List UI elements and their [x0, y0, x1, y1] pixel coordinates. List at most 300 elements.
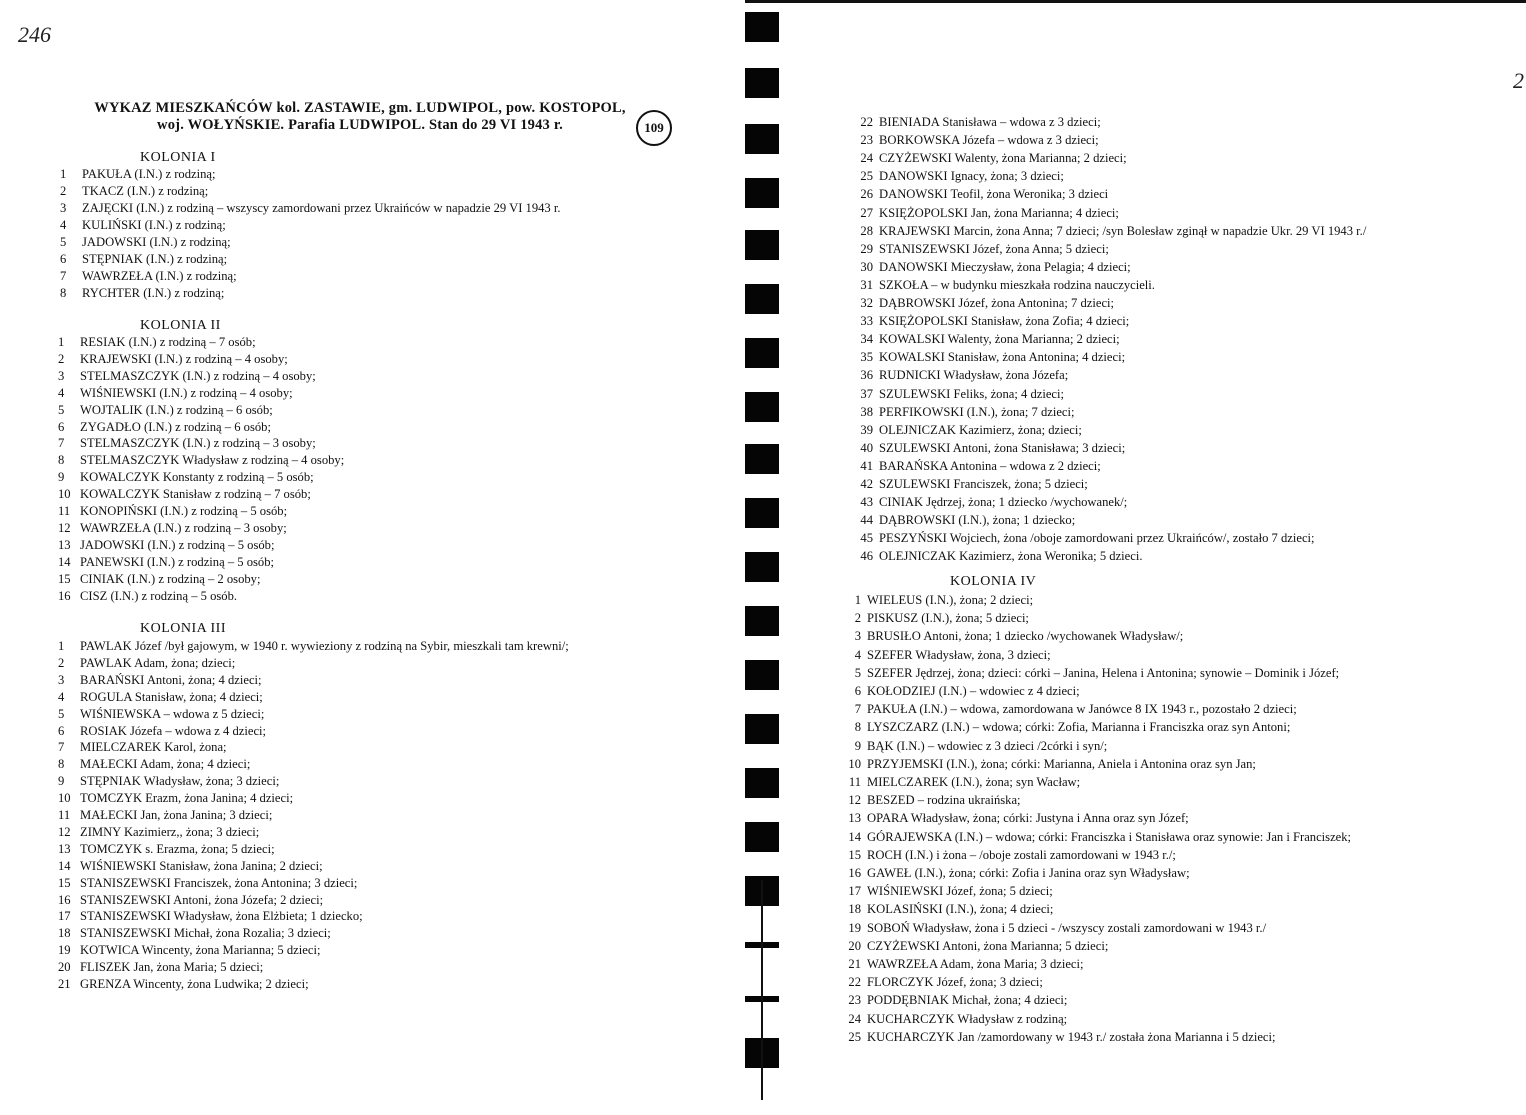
- list-item: [58, 824, 259, 841]
- list-item: [58, 773, 279, 790]
- entry-number: 13: [58, 537, 71, 552]
- list-item: [835, 592, 1033, 609]
- entry-number: 5: [58, 706, 65, 721]
- entry-number: 19: [848, 920, 861, 935]
- entry-text: BRUSIŁO Antoni, żona; 1 dziecko /wychowanek Władysław/;: [867, 629, 1184, 644]
- list-item: [58, 419, 271, 436]
- left-page: [0, 0, 740, 1115]
- entry-number: 11: [58, 504, 71, 518]
- entry-number: 8: [58, 453, 65, 468]
- entry-text: SZEFER Władysław, żona, 3 dzieci;: [867, 647, 1051, 662]
- entry-number: 23: [848, 993, 861, 1008]
- entry-text: STELMASZCZYK (I.N.) z rodziną – 4 osoby;: [80, 368, 316, 383]
- list-item: [58, 537, 274, 554]
- binding-ring: [745, 714, 779, 744]
- entry-text: STĘPNIAK Władysław, żona; 3 dzieci;: [80, 774, 280, 789]
- entry-number: 39: [860, 422, 873, 437]
- entry-text: STĘPNIAK (I.N.) z rodziną;: [82, 252, 228, 266]
- entry-number: 7: [58, 740, 65, 755]
- entry-text: ZYGADŁO (I.N.) z rodziną – 6 osób;: [80, 419, 271, 434]
- heading-kolonia-2: KOLONIA II: [140, 318, 221, 333]
- entry-text: KULIŃSKI (I.N.) z rodziną;: [82, 218, 226, 232]
- list-item: [835, 719, 1290, 736]
- list-item: [847, 512, 1075, 529]
- entry-text: KUCHARCZYK Władysław z rodziną;: [867, 1011, 1068, 1026]
- entry-number: 7: [854, 702, 861, 717]
- entry-text: GRENZA Wincenty, żona Ludwika; 2 dzieci;: [80, 977, 309, 991]
- entry-text: SZKOŁA – w budynku mieszkała rodzina nauczycieli.: [879, 277, 1155, 292]
- document-number-stamp: 109: [636, 110, 672, 146]
- entry-number: 15: [58, 571, 71, 586]
- list-item: [58, 841, 275, 858]
- list-item: [60, 268, 237, 285]
- entry-number: 8: [854, 720, 861, 735]
- entry-number: 27: [860, 205, 873, 220]
- entry-number: 38: [860, 404, 873, 419]
- entry-number: 14: [58, 554, 71, 569]
- list-item: [847, 386, 1064, 403]
- entry-text: BORKOWSKA Józefa – wdowa z 3 dzieci;: [879, 133, 1099, 148]
- list-item: [58, 554, 274, 571]
- binding-ring: [745, 284, 779, 314]
- entry-number: 24: [860, 151, 873, 166]
- entry-text: CZYŻEWSKI Antoni, żona Marianna; 5 dzieci;: [867, 938, 1109, 953]
- list-item: [60, 183, 208, 200]
- list-item: [835, 738, 1107, 755]
- entry-text: CISZ (I.N.) z rodziną – 5 osób.: [80, 588, 238, 603]
- entry-number: 2: [60, 184, 67, 198]
- binding-ring: [745, 768, 779, 798]
- list-item: [847, 277, 1155, 294]
- entry-number: 23: [860, 133, 873, 148]
- list-item: [58, 706, 264, 723]
- entry-text: MIELCZAREK Karol, żona;: [80, 740, 227, 755]
- list-item: [835, 774, 1080, 791]
- list-item: [835, 665, 1339, 682]
- list-item: [58, 402, 273, 419]
- list-item: [835, 647, 1051, 664]
- entry-number: 9: [854, 738, 861, 753]
- entry-text: STANISZEWSKI Józef, żona Anna; 5 dzieci;: [879, 241, 1109, 256]
- entry-text: WIŚNIEWSKA – wdowa z 5 dzieci;: [80, 706, 265, 721]
- entry-text: TOMCZYK s. Erazma, żona; 5 dzieci;: [80, 841, 275, 856]
- entry-text: KSIĘŻOPOLSKI Jan, żona Marianna; 4 dzieci;: [879, 205, 1119, 220]
- entry-number: 24: [848, 1011, 861, 1026]
- list-item: [58, 503, 287, 520]
- entry-text: DANOWSKI Teofil, żona Weronika; 3 dzieci: [879, 187, 1109, 202]
- entry-number: 9: [58, 470, 65, 485]
- entry-number: 7: [60, 269, 67, 283]
- list-item: [60, 234, 231, 251]
- list-item: [847, 168, 1064, 185]
- entry-text: DĄBROWSKI (I.N.), żona; 1 dziecko;: [879, 513, 1076, 528]
- entry-number: 37: [860, 386, 873, 401]
- entry-text: PERFIKOWSKI (I.N.), żona; 7 dzieci;: [879, 404, 1075, 419]
- list-item: [58, 368, 316, 385]
- list-item: [847, 458, 1101, 475]
- list-item: [58, 486, 311, 503]
- list-item: [847, 548, 1142, 565]
- entry-text: LYSZCZARZ (I.N.) – wdowa; córki: Zofia, Marianna i Franciszka oraz syn Antoni;: [867, 720, 1291, 735]
- entry-number: 13: [58, 841, 71, 856]
- list-item: [60, 166, 216, 183]
- entry-text: CZYŻEWSKI Walenty, żona Marianna; 2 dzieci;: [879, 151, 1127, 166]
- entry-text: KOWALSKI Walenty, żona Marianna; 2 dzieci;: [879, 332, 1120, 347]
- entry-text: KOWALCZYK Stanisław z rodziną – 7 osób;: [80, 487, 311, 502]
- entry-text: ZAJĘCKI (I.N.) z rodziną – wszyscy zamordowani przez Ukraińców w napadzie 29 VI 1943 r.: [82, 201, 561, 215]
- entry-text: BIENIADA Stanisława – wdowa z 3 dzieci;: [879, 115, 1101, 129]
- entry-number: 5: [58, 402, 65, 417]
- entry-number: 4: [60, 218, 67, 232]
- entry-text: CINIAK (I.N.) z rodziną – 2 osoby;: [80, 571, 261, 586]
- entry-text: KRAJEWSKI Marcin, żona Anna; 7 dzieci; /syn Bolesław zginął w napadzie Ukr. 29 VI 1943 r./: [879, 223, 1367, 238]
- entry-number: 33: [860, 314, 873, 329]
- list-item: [58, 739, 227, 756]
- list-item: [58, 689, 263, 706]
- list-item: [847, 530, 1315, 547]
- entry-text: STANISZEWSKI Antoni, żona Józefa; 2 dzieci;: [80, 892, 324, 907]
- entry-text: RYCHTER (I.N.) z rodziną;: [82, 286, 225, 300]
- entry-number: 13: [848, 811, 861, 826]
- list-item: [847, 367, 1068, 384]
- entry-text: KSIĘŻOPOLSKI Stanisław, żona Zofia; 4 dzieci;: [879, 314, 1130, 329]
- list-item: [835, 683, 1080, 700]
- entry-text: TOMCZYK Erazm, żona Janina; 4 dzieci;: [80, 791, 294, 806]
- list-item: [58, 638, 569, 655]
- entry-text: PODDĘBNIAK Michał, żona; 4 dzieci;: [867, 993, 1068, 1008]
- entry-number: 26: [860, 187, 873, 202]
- entry-number: 4: [854, 647, 861, 662]
- entry-text: JADOWSKI (I.N.) z rodziną;: [82, 235, 231, 249]
- entry-number: 15: [58, 875, 71, 890]
- entry-number: 11: [848, 775, 861, 789]
- binding-wire: [761, 880, 763, 1100]
- entry-text: KOWALSKI Stanisław, żona Antonina; 4 dzieci;: [879, 350, 1126, 365]
- title-line-2: woj. WOŁYŃSKIE. Parafia LUDWIPOL. Stan do 29 VI 1943 r.: [157, 117, 563, 133]
- entry-text: DANOWSKI Mieczysław, żona Pelagia; 4 dzieci;: [879, 259, 1131, 274]
- list-item: [58, 672, 262, 689]
- entry-text: WIŚNIEWSKI (I.N.) z rodziną – 4 osoby;: [80, 385, 293, 400]
- list-item: [847, 440, 1125, 457]
- list-item: [58, 385, 293, 402]
- entry-text: WIELEUS (I.N.), żona; 2 dzieci;: [867, 593, 1034, 607]
- entry-text: KOWALCZYK Konstanty z rodziną – 5 osób;: [80, 470, 314, 485]
- entry-number: 2: [58, 655, 65, 670]
- entry-text: ZIMNY Kazimierz,, żona; 3 dzieci;: [80, 824, 260, 839]
- entry-text: PAKUŁA (I.N.) – wdowa, zamordowana w Janówce 8 IX 1943 r., pozostało 2 dzieci;: [867, 702, 1297, 717]
- binding-ring: [745, 498, 779, 528]
- entry-text: FLISZEK Jan, żona Maria; 5 dzieci;: [80, 960, 264, 975]
- list-item: [835, 901, 1053, 918]
- entry-text: MIELCZAREK (I.N.), żona; syn Wacław;: [867, 775, 1081, 789]
- list-item: [847, 494, 1127, 511]
- list-item: [835, 992, 1067, 1009]
- list-item: [847, 422, 1082, 439]
- entry-text: WAWRZEŁA (I.N.) z rodziną;: [82, 269, 237, 283]
- entry-number: 3: [60, 201, 67, 215]
- entry-text: OLEJNICZAK Kazimierz, żona; dzieci;: [879, 422, 1082, 437]
- document-title: [60, 100, 660, 134]
- entry-number: 8: [60, 286, 67, 300]
- binding-ring: [745, 124, 779, 154]
- entry-text: KOTWICA Wincenty, żona Marianna; 5 dzieci;: [80, 943, 321, 958]
- binding-ring: [745, 178, 779, 208]
- list-item: [58, 976, 309, 993]
- entry-text: ROSIAK Józefa – wdowa z 4 dzieci;: [80, 723, 267, 738]
- list-item: [58, 875, 357, 892]
- entry-text: PANEWSKI (I.N.) z rodziną – 5 osób;: [80, 554, 275, 569]
- entry-number: 6: [60, 252, 67, 266]
- entry-number: 15: [848, 847, 861, 862]
- entry-number: 17: [58, 909, 71, 924]
- entry-text: TKACZ (I.N.) z rodziną;: [82, 184, 209, 198]
- entry-number: 19: [58, 943, 71, 958]
- entry-text: KOLASIŃSKI (I.N.), żona; 4 dzieci;: [867, 902, 1054, 917]
- entry-text: SZULEWSKI Feliks, żona; 4 dzieci;: [879, 386, 1065, 401]
- entry-number: 6: [58, 723, 65, 738]
- list-item: [58, 571, 260, 588]
- entry-number: 5: [60, 235, 67, 249]
- entry-text: SZEFER Jędrzej, żona; dzieci: córki – Janina, Helena i Antonina; synowie – Dominik i Józef;: [867, 665, 1340, 680]
- entry-number: 29: [860, 241, 873, 256]
- list-item: [58, 942, 320, 959]
- entry-text: PAWLAK Józef /był gajowym, w 1940 r. wywieziony z rodziną na Sybir, mieszkali tam krewni/;: [80, 639, 569, 653]
- entry-text: MAŁECKI Adam, żona; 4 dzieci;: [80, 757, 251, 772]
- entry-number: 4: [58, 385, 65, 400]
- binding-ring: [745, 606, 779, 636]
- entry-number: 35: [860, 350, 873, 365]
- entry-text: BĄK (I.N.) – wdowiec z 3 dzieci /2córki i syn/;: [867, 738, 1108, 753]
- list-item: [58, 858, 323, 875]
- entry-number: 1: [58, 639, 65, 653]
- entry-number: 8: [58, 757, 65, 772]
- list-item: [835, 883, 1053, 900]
- list-item: [847, 241, 1109, 258]
- list-item: [58, 892, 323, 909]
- list-item: [847, 114, 1101, 131]
- list-item: [58, 588, 237, 605]
- entry-number: 2: [58, 351, 65, 366]
- entry-text: SZULEWSKI Franciszek, żona; 5 dzieci;: [879, 477, 1088, 491]
- list-item: [60, 200, 561, 217]
- entry-text: BARAŃSKA Antonina – wdowa z 2 dzieci;: [879, 458, 1101, 473]
- list-item: [58, 351, 288, 368]
- right-page: [795, 0, 1526, 1115]
- entry-number: 5: [854, 665, 861, 680]
- list-item: [58, 520, 287, 537]
- entry-number: 6: [854, 684, 861, 698]
- entry-number: 28: [860, 223, 873, 238]
- list-item: [835, 701, 1297, 718]
- entry-number: 14: [58, 858, 71, 873]
- entry-number: 32: [860, 296, 873, 310]
- entry-text: PAKUŁA (I.N.) z rodziną;: [82, 167, 216, 181]
- entry-text: STELMASZCZYK Władysław z rodziną – 4 osoby;: [80, 453, 345, 468]
- entry-number: 40: [860, 440, 873, 455]
- entry-number: 25: [848, 1029, 861, 1044]
- entry-number: 34: [860, 332, 873, 347]
- entry-number: 20: [58, 960, 71, 975]
- entry-number: 3: [58, 672, 65, 687]
- entry-text: OPARA Władysław, żona; córki: Justyna i Anna oraz syn Józef;: [867, 811, 1189, 826]
- entry-text: KONOPIŃSKI (I.N.) z rodziną – 5 osób;: [80, 504, 288, 518]
- entry-text: WOJTALIK (I.N.) z rodziną – 6 osób;: [80, 402, 273, 417]
- entry-text: BARAŃSKI Antoni, żona; 4 dzieci;: [80, 672, 262, 687]
- entry-number: 16: [848, 866, 861, 880]
- list-item: [60, 251, 227, 268]
- entry-text: WIŚNIEWSKI Józef, żona; 5 dzieci;: [867, 884, 1053, 899]
- entry-number: 10: [58, 791, 71, 806]
- list-item: [58, 469, 314, 486]
- binding-ring: [745, 660, 779, 690]
- entry-number: 1: [854, 593, 861, 607]
- list-item: [847, 223, 1366, 240]
- entry-text: SZULEWSKI Antoni, żona Stanisława; 3 dzieci;: [879, 440, 1126, 455]
- list-item: [835, 938, 1108, 955]
- list-item: [835, 974, 1043, 991]
- entry-number: 17: [848, 884, 861, 899]
- list-item: [835, 1011, 1067, 1028]
- entry-number: 16: [58, 892, 71, 907]
- entry-number: 3: [854, 629, 861, 644]
- list-item: [835, 920, 1266, 937]
- list-item: [58, 452, 344, 469]
- entry-text: JADOWSKI (I.N.) z rodziną – 5 osób;: [80, 537, 275, 552]
- entry-text: PAWLAK Adam, żona; dzieci;: [80, 655, 236, 670]
- entry-number: 2: [854, 611, 861, 626]
- entry-number: 42: [860, 477, 873, 491]
- entry-number: 12: [58, 520, 71, 535]
- list-item: [835, 810, 1189, 827]
- list-item: [847, 349, 1125, 366]
- list-item: [835, 847, 1176, 864]
- list-item: [58, 807, 272, 824]
- list-item: [835, 628, 1183, 645]
- list-item: [58, 655, 235, 672]
- list-item: [58, 756, 250, 773]
- binding-ring: [745, 822, 779, 852]
- list-item: [835, 956, 1084, 973]
- entry-text: STELMASZCZYK (I.N.) z rodziną – 3 osoby;: [80, 436, 316, 451]
- entry-number: 10: [848, 756, 861, 771]
- spiral-binding: [735, 0, 795, 1115]
- entry-number: 44: [860, 513, 873, 528]
- entry-number: 1: [60, 167, 67, 181]
- title-line-1: WYKAZ MIESZKAŃCÓW kol. ZASTAWIE, gm. LUDWIPOL, pow. KOSTOPOL,: [94, 100, 626, 116]
- binding-ring: [745, 230, 779, 260]
- entry-number: 14: [848, 829, 861, 844]
- entry-text: WAWRZEŁA (I.N.) z rodziną – 3 osoby;: [80, 520, 287, 535]
- entry-text: RESIAK (I.N.) z rodziną – 7 osób;: [80, 335, 256, 349]
- entry-number: 43: [860, 495, 873, 510]
- binding-ring: [745, 552, 779, 582]
- entry-number: 12: [848, 793, 861, 808]
- list-item: [58, 959, 263, 976]
- list-item: [58, 790, 293, 807]
- right-page-number: 2: [1513, 68, 1524, 93]
- binding-ring: [745, 12, 779, 42]
- entry-text: OLEJNICZAK Kazimierz, żona Weronika; 5 dzieci.: [879, 549, 1143, 564]
- entry-text: DĄBROWSKI Józef, żona Antonina; 7 dzieci;: [879, 296, 1115, 310]
- entry-number: 41: [860, 458, 873, 473]
- entry-number: 16: [58, 588, 71, 603]
- entry-text: STANISZEWSKI Władysław, żona Elżbieta; 1 dziecko;: [80, 909, 363, 924]
- entry-number: 21: [848, 957, 861, 971]
- binding-ring: [745, 338, 779, 368]
- entry-number: 12: [58, 824, 71, 839]
- list-item: [58, 723, 266, 740]
- list-item: [847, 295, 1114, 312]
- binding-ring: [745, 68, 779, 98]
- heading-kolonia-1: KOLONIA I: [140, 150, 216, 165]
- entry-text: FLORCZYK Józef, żona; 3 dzieci;: [867, 975, 1043, 990]
- entry-number: 3: [58, 368, 65, 383]
- entry-text: RUDNICKI Władysław, żona Józefa;: [879, 368, 1069, 383]
- heading-kolonia-4: KOLONIA IV: [950, 574, 1037, 589]
- binding-ring: [745, 392, 779, 422]
- entry-text: GAWEŁ (I.N.), żona; córki: Zofia i Janina oraz syn Władysław;: [867, 866, 1190, 880]
- list-item: [835, 792, 1021, 809]
- entry-number: 6: [58, 419, 65, 434]
- list-item: [60, 285, 224, 302]
- list-item: [58, 925, 331, 942]
- list-item: [835, 610, 1029, 627]
- list-item: [847, 313, 1129, 330]
- entry-text: PISKUSZ (I.N.), żona; 5 dzieci;: [867, 611, 1029, 626]
- list-item: [58, 908, 363, 925]
- entry-number: 10: [58, 487, 71, 502]
- entry-number: 21: [58, 977, 71, 991]
- entry-number: 30: [860, 259, 873, 274]
- page-number: 246: [18, 22, 51, 47]
- list-item: [835, 1029, 1276, 1046]
- list-item: [847, 331, 1120, 348]
- entry-text: PRZYJEMSKI (I.N.), żona; córki: Marianna, Aniela i Antonina oraz syn Jan;: [867, 756, 1256, 771]
- entry-number: 1: [58, 335, 65, 349]
- entry-number: 36: [860, 368, 873, 383]
- entry-text: STANISZEWSKI Franciszek, żona Antonina; 3 dzieci;: [80, 875, 358, 890]
- entry-text: WAWRZEŁA Adam, żona Maria; 3 dzieci;: [867, 957, 1084, 971]
- entry-text: DANOWSKI Ignacy, żona; 3 dzieci;: [879, 169, 1064, 184]
- entry-text: GÓRAJEWSKA (I.N.) – wdowa; córki: Franciszka i Stanisława oraz synowie: Jan i Franciszek;: [867, 829, 1352, 844]
- entry-number: 9: [58, 774, 65, 789]
- entry-text: PESZYŃSKI Wojciech, żona /oboje zamordowani przez Ukraińców/, zostało 7 dzieci;: [879, 531, 1315, 546]
- list-item: [847, 186, 1108, 203]
- entry-number: 7: [58, 436, 65, 451]
- entry-text: KUCHARCZYK Jan /zamordowany w 1943 r./ została żona Marianna i 5 dzieci;: [867, 1029, 1276, 1044]
- entry-number: 25: [860, 169, 873, 184]
- list-item: [847, 476, 1088, 493]
- entry-number: 22: [848, 975, 861, 990]
- entry-text: ROCH (I.N.) i żona – /oboje zostali zamordowani w 1943 r./;: [867, 847, 1176, 862]
- list-item: [58, 334, 256, 351]
- list-item: [847, 259, 1131, 276]
- entry-text: WIŚNIEWSKI Stanisław, żona Janina; 2 dzieci;: [80, 858, 323, 873]
- list-item: [847, 404, 1075, 421]
- entry-number: 18: [848, 902, 861, 917]
- entry-text: SOBOŃ Władysław, żona i 5 dzieci - /wszyscy zostali zamordowani w 1943 r./: [867, 920, 1267, 935]
- list-item: [58, 435, 316, 452]
- heading-kolonia-3: KOLONIA III: [140, 621, 226, 636]
- entry-number: 22: [860, 115, 873, 129]
- entry-number: 45: [860, 531, 873, 546]
- binding-ring: [745, 444, 779, 474]
- entry-text: ROGULA Stanisław, żona; 4 dzieci;: [80, 689, 263, 704]
- entry-text: BESZED – rodzina ukraińska;: [867, 793, 1021, 808]
- list-item: [835, 865, 1190, 882]
- list-item: [847, 132, 1099, 149]
- entry-text: MAŁECKI Jan, żona Janina; 3 dzieci;: [80, 808, 273, 822]
